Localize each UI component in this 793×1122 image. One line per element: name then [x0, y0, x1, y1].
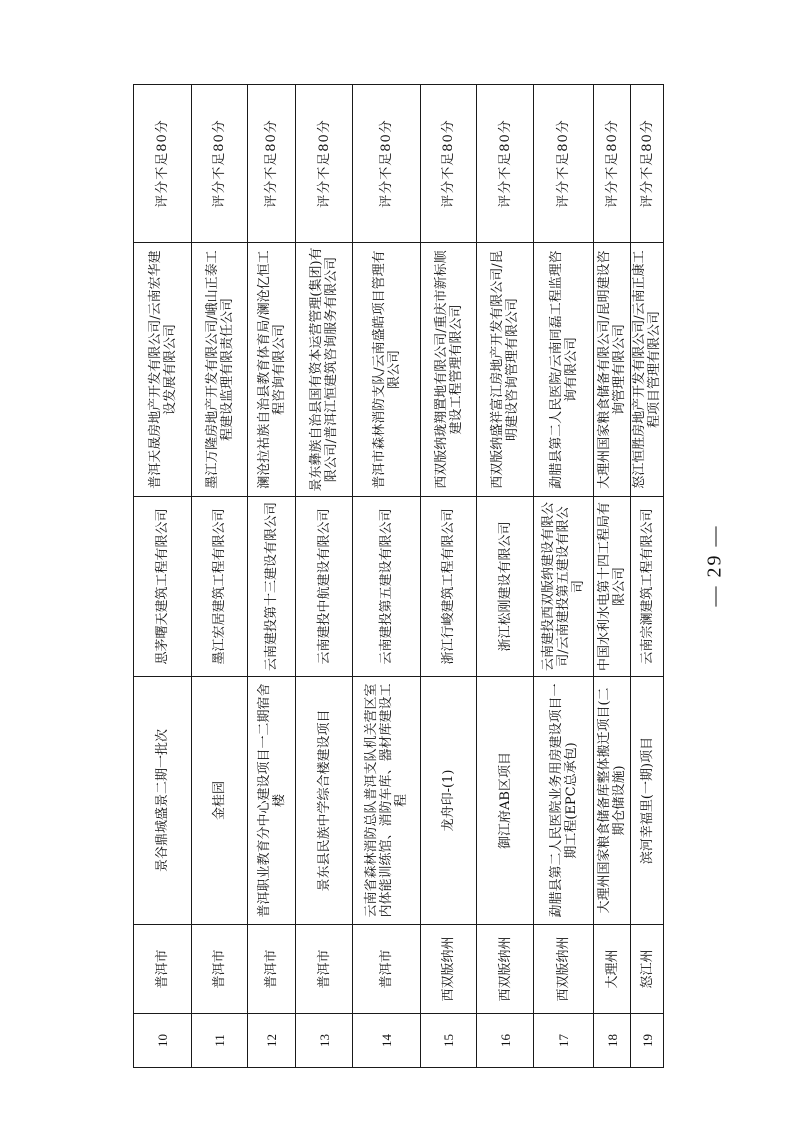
- units-cell: 勐腊县第二人民医院/云南同磊工程监理咨询有限公司: [534, 243, 594, 497]
- builder-cell: 中国水利水电第十四工程局有限公司: [594, 497, 631, 677]
- city-cell: 大理州: [594, 925, 631, 1014]
- table-row: [353, 85, 421, 1068]
- project-cell: 景谷鼎城盛景二期一批次: [134, 677, 192, 925]
- rotated-table-wrapper: [133, 85, 662, 1068]
- builder-cell: 云南建投第十三建设有限公司: [248, 497, 296, 677]
- city-cell: 西双版纳州: [421, 925, 477, 1014]
- table-row: [296, 85, 353, 1068]
- project-cell: 景东县民族中学综合楼建设项目: [296, 677, 353, 925]
- units-cell: 普洱市森林消防支队/云南盛皓项目管理有限公司: [353, 243, 421, 497]
- page-number-text: — 29 —: [703, 524, 726, 606]
- city-cell: 西双版纳州: [477, 925, 534, 1014]
- result-cell: 评分不足80分: [477, 85, 534, 243]
- project-cell: 勐腊县第二人民医院业务用房建设项目一期工程(EPC总承包): [534, 677, 594, 925]
- result-cell: 评分不足80分: [631, 85, 664, 243]
- result-cell: 评分不足80分: [534, 85, 594, 243]
- row-number: 16: [477, 1014, 534, 1068]
- units-cell: 西双版纳珑翔置地有限公司/重庆市新标顺建设工程管理有限公司: [421, 243, 477, 497]
- builder-cell: 云南建投中航建设有限公司: [296, 497, 353, 677]
- project-cell: 龙舟印-(1): [421, 677, 477, 925]
- city-cell: 普洱市: [248, 925, 296, 1014]
- table-row: [192, 85, 248, 1068]
- results-table: [133, 84, 664, 1068]
- row-number: 18: [594, 1014, 631, 1068]
- result-cell: 评分不足80分: [594, 85, 631, 243]
- project-cell: 普洱职业教育分中心建设项目一二期宿舍楼: [248, 677, 296, 925]
- project-cell: 御江府AB区项目: [477, 677, 534, 925]
- units-cell: 怒江恒胜房地产开发有限公司/云南正康工程项目管理有限公司: [631, 243, 664, 497]
- builder-cell: 浙江松刚建设有限公司: [477, 497, 534, 677]
- units-cell: 西双版纳盛祥富江房地产开发有限公司/昆明建设咨询管理有限公司: [477, 243, 534, 497]
- row-number: 13: [296, 1014, 353, 1068]
- project-cell: 金桂园: [192, 677, 248, 925]
- builder-cell: 云南建投西双版纳建设有限公司/云南建投第五建设有限公司: [534, 497, 594, 677]
- table-row: [594, 85, 631, 1068]
- row-number: 12: [248, 1014, 296, 1068]
- project-cell: 大理州国家粮食储备库整体搬迁项目(二期仓储设施): [594, 677, 631, 925]
- page-number: [700, 520, 730, 610]
- units-cell: 澜沧拉祜族自治县教育体育局/澜沧亿恒工程咨询有限公司: [248, 243, 296, 497]
- units-cell: 墨江万隆房地产开发有限公司/峨山正泰工程建设监理有限责任公司: [192, 243, 248, 497]
- city-cell: 西双版纳州: [534, 925, 594, 1014]
- builder-cell: 浙江行峻建筑工程有限公司: [421, 497, 477, 677]
- row-number: 17: [534, 1014, 594, 1068]
- city-cell: 怒江州: [631, 925, 664, 1014]
- row-number: 11: [192, 1014, 248, 1068]
- row-number: 19: [631, 1014, 664, 1068]
- city-cell: 普洱市: [134, 925, 192, 1014]
- project-cell: 云南省森林消防总队普洱支队机关营区室内体能训练馆、消防车库、器材库建设工程: [353, 677, 421, 925]
- result-cell: 评分不足80分: [353, 85, 421, 243]
- city-cell: 普洱市: [353, 925, 421, 1014]
- project-cell: 滨河幸福里(一期)项目: [631, 677, 664, 925]
- row-number: 14: [353, 1014, 421, 1068]
- table-row: [421, 85, 477, 1068]
- row-number: 10: [134, 1014, 192, 1068]
- result-cell: 评分不足80分: [421, 85, 477, 243]
- units-cell: 普洱天晟房地产开发有限公司/云南宏华建设发展有限公司: [134, 243, 192, 497]
- city-cell: 普洱市: [296, 925, 353, 1014]
- table-row: [248, 85, 296, 1068]
- units-cell: 大理州国家粮食储备有限公司/昆明建设咨询管理有限公司: [594, 243, 631, 497]
- result-cell: 评分不足80分: [248, 85, 296, 243]
- builder-cell: 云南宗澜建筑工程有限公司: [631, 497, 664, 677]
- table-row: [477, 85, 534, 1068]
- table-row: [134, 85, 192, 1068]
- builder-cell: 云南建投第五建设有限公司: [353, 497, 421, 677]
- city-cell: 普洱市: [192, 925, 248, 1014]
- builder-cell: 思茅曙天建筑工程有限公司: [134, 497, 192, 677]
- result-cell: 评分不足80分: [192, 85, 248, 243]
- row-number: 15: [421, 1014, 477, 1068]
- builder-cell: 墨江宏居建筑工程有限公司: [192, 497, 248, 677]
- table-row: [631, 85, 664, 1068]
- units-cell: 景东彝族自治县国有资本运营管理(集团)有限公司/普洱江恒建筑咨询服务有限公司: [296, 243, 353, 497]
- result-cell: 评分不足80分: [296, 85, 353, 243]
- result-cell: 评分不足80分: [134, 85, 192, 243]
- table-row: [534, 85, 594, 1068]
